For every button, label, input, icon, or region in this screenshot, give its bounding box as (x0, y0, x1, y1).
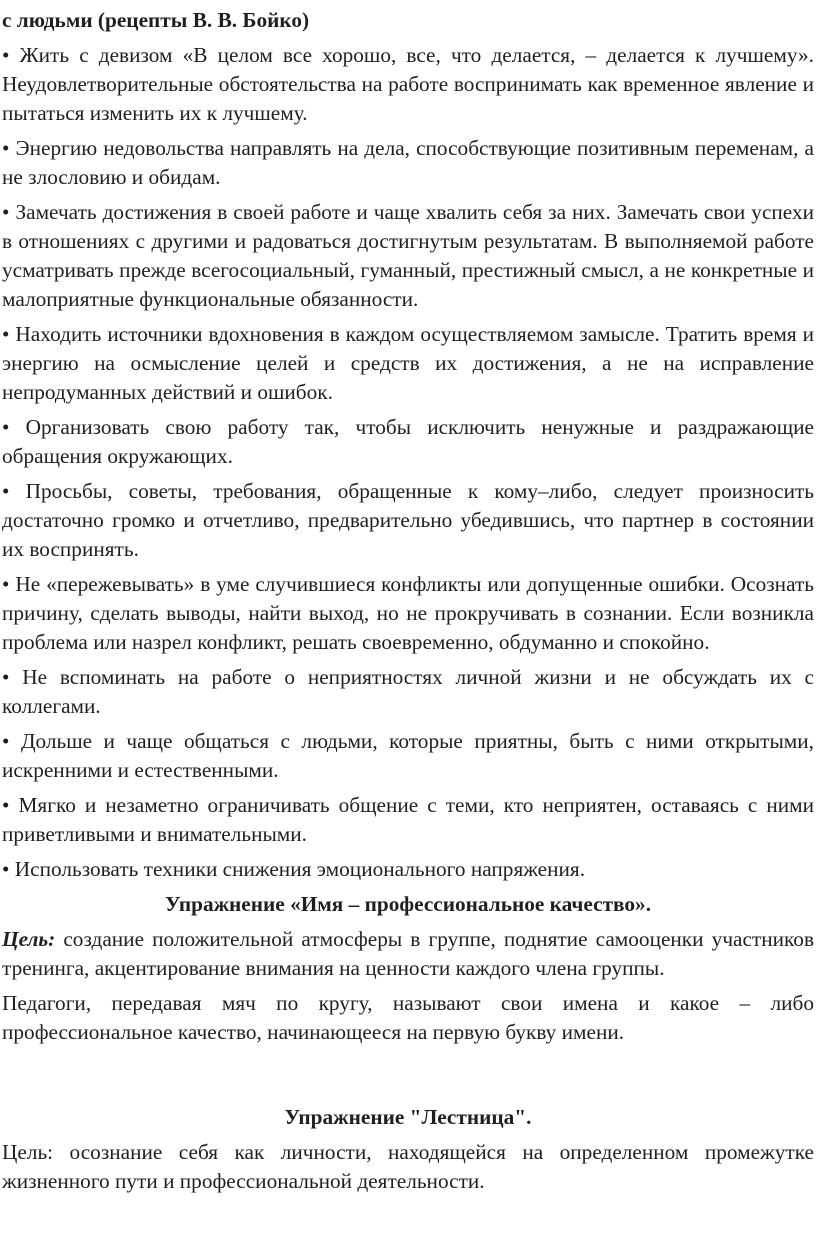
bullet-marker: • (2, 200, 16, 224)
list-item (2, 413, 814, 471)
bullet-marker: • (2, 415, 26, 439)
list-item (2, 320, 814, 407)
list-item-text: Просьбы, советы, требования, обращенные к кому–либо, следует произносить достаточно громко и отчетливо, предварительно убедившись, что партнер в состоянии их воспринять. (2, 479, 815, 561)
bullet-marker: • (2, 729, 21, 753)
exercise-goal (2, 925, 814, 983)
list-item (2, 855, 814, 884)
list-item-text: Находить источники вдохновения в каждом осуществляемом замысле. Тратить время и энергию на осмысление целей и средств их достижения, а не на исправление непродуманных действий и ошибок. (2, 322, 814, 404)
exercise-description: Педагоги, передавая мяч по кругу, называют свои имена и какое – либо профессиональное качество, начинающееся на первую букву имени. (2, 991, 814, 1044)
list-item (2, 477, 814, 564)
list-item-text: Замечать достижения в своей работе и чаще хвалить себя за них. Замечать свои успехи в отношениях с другими и радоваться достигнутым результатам. В выполняемой работе усматривать прежде всегосоциальный, гуманный, престижный смысл, а не конкретные и малоприятные функциональные обязанности. (2, 200, 815, 311)
list-item-text: Не вспоминать на работе о неприятностях личной жизни и не обсуждать их с коллегами. (2, 665, 814, 718)
bullet-marker: • (2, 322, 16, 346)
exercise-title: Упражнение «Имя – профессиональное качество». (164, 892, 652, 916)
exercise-title: Упражнение "Лестница". (284, 1105, 532, 1129)
bullet-marker: • (2, 793, 19, 817)
bullet-marker: • (2, 665, 23, 689)
exercise-goal: Цель: осознание себя как личности, находящейся на определенном промежутке жизненного пути и профессиональной деятельности. (2, 1140, 814, 1193)
goal-label: Цель: (2, 927, 56, 951)
bullet-marker: • (2, 857, 15, 881)
list-item-text: Использовать техники снижения эмоционального напряжения. (14, 857, 586, 881)
list-item (2, 663, 814, 721)
list-item-text: Энергию недовольства направлять на дела, способствующие позитивным переменам, а не злословию и обидам. (2, 136, 814, 189)
list-item (2, 198, 814, 314)
list-item (2, 41, 814, 128)
list-item (2, 570, 814, 657)
recipes-list (2, 41, 814, 884)
bullet-marker: • (2, 136, 16, 160)
section-heading: с людьми (рецепты В. В. Бойко) (2, 8, 310, 32)
goal-text: создание положительной атмосферы в группе, поднятие самооценки участников тренинга, акцентирование внимания на ценности каждого члена группы. (2, 927, 814, 980)
bullet-marker: • (2, 479, 26, 503)
list-item-text: Не «пережевывать» в уме случившиеся конфликты или допущенные ошибки. Осознать причину, сделать выводы, найти выход, но не прокручивать в сознании. Если возникла проблема или назрел конфликт, решать своевременно, обдуманно и спокойно. (2, 572, 814, 654)
bullet-marker: • (2, 572, 16, 596)
list-item-text: Дольше и чаще общаться с людьми, которые приятны, быть с ними открытыми, искренними и естественными. (2, 729, 814, 782)
list-item-text: Жить с девизом «В целом все хорошо, все, что делается, – делается к лучшему». Неудовлетворительные обстоятельства на работе воспринимать как временное явление и пытаться изменить их к лучшему. (2, 43, 814, 125)
list-item-text: Мягко и незаметно ограничивать общение с теми, кто неприятен, оставаясь с ними приветливыми и внимательными. (2, 793, 815, 846)
list-item-text: Организовать свою работу так, чтобы исключить ненужные и раздражающие обращения окружающих. (2, 415, 815, 468)
list-item (2, 791, 814, 849)
list-item (2, 727, 814, 785)
blank-line (2, 1053, 814, 1103)
list-item (2, 134, 814, 192)
bullet-marker: • (2, 43, 20, 67)
